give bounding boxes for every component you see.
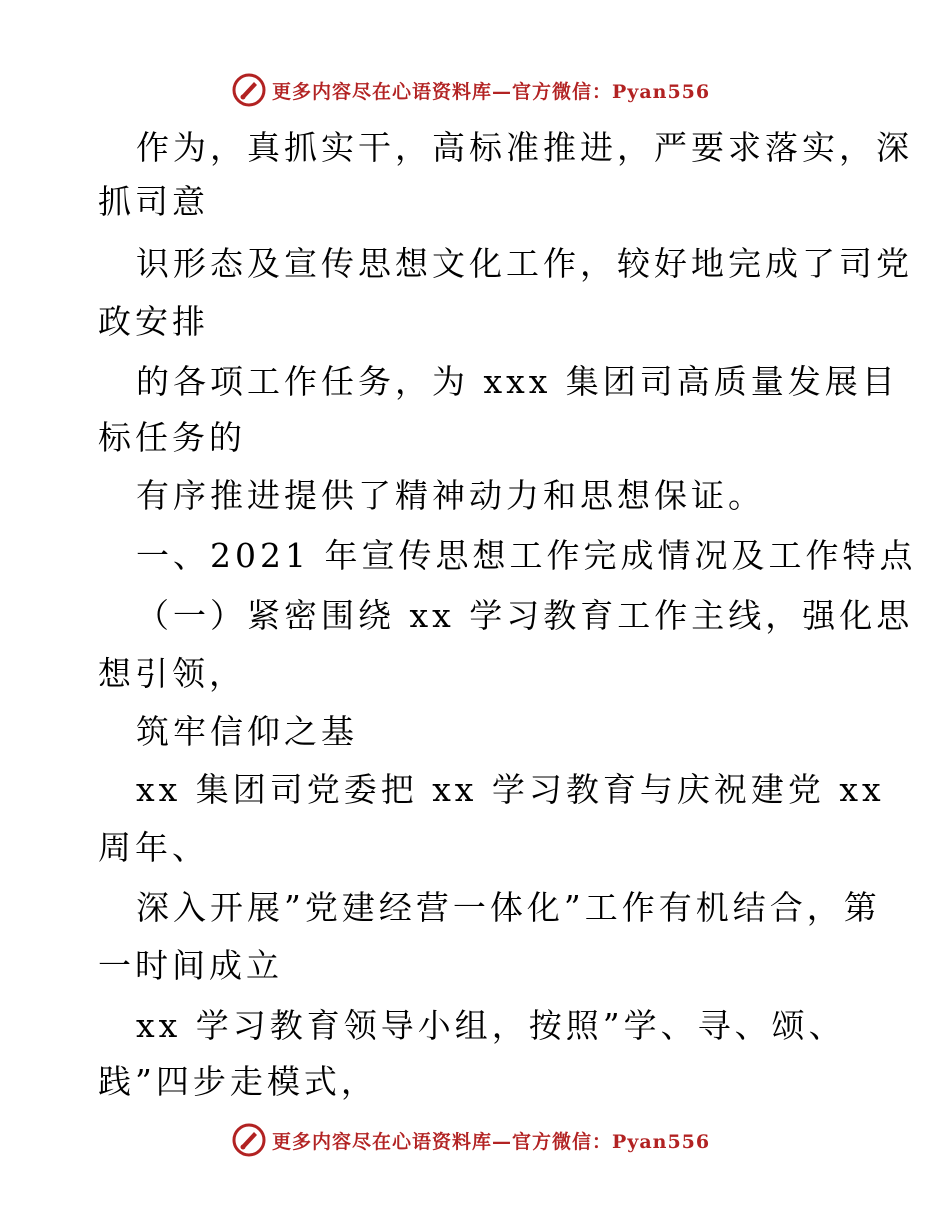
text-line: 筑牢信仰之基 xyxy=(136,712,358,751)
text-line: xx 集团司党委把 xx 学习教育与庆祝建党 xx xyxy=(136,770,885,809)
footer-banner xyxy=(232,1122,752,1158)
header-banner xyxy=(232,72,752,108)
text-line: 抓司意 xyxy=(98,182,209,221)
text-line: 周年、 xyxy=(98,828,209,867)
text-line: 一时间成立 xyxy=(98,946,283,985)
brand-logo-icon xyxy=(232,1123,266,1157)
text-line: 政安排 xyxy=(98,302,209,341)
text-line: 深入开展”党建经营一体化”工作有机结合，第 xyxy=(136,888,881,927)
text-line: 作为，真抓实干，高标准推进，严要求落实，深 xyxy=(136,128,913,167)
text-line: 有序推进提供了精神动力和思想保证。 xyxy=(136,476,765,515)
text-line: 想引领， xyxy=(98,654,246,693)
text-line: 践”四步走模式， xyxy=(98,1062,378,1101)
text-line: 识形态及宣传思想文化工作，较好地完成了司党 xyxy=(136,244,913,283)
text-line: 的各项工作任务，为 xxx 集团司高质量发展目 xyxy=(136,362,899,401)
text-line: 标任务的 xyxy=(98,418,246,457)
footer-banner-text: 更多内容尽在心语资料库—官方微信：Pyan556 xyxy=(272,1130,711,1153)
text-line: xx 学习教育领导小组，按照”学、寻、颂、 xyxy=(136,1006,846,1045)
brand-logo-icon xyxy=(232,73,266,107)
section-heading: 一、2021 年宣传思想工作完成情况及工作特点 xyxy=(136,536,917,575)
header-banner-text: 更多内容尽在心语资料库—官方微信：Pyan556 xyxy=(272,80,711,103)
subsection-heading: （一）紧密围绕 xx 学习教育工作主线，强化思 xyxy=(136,596,914,635)
